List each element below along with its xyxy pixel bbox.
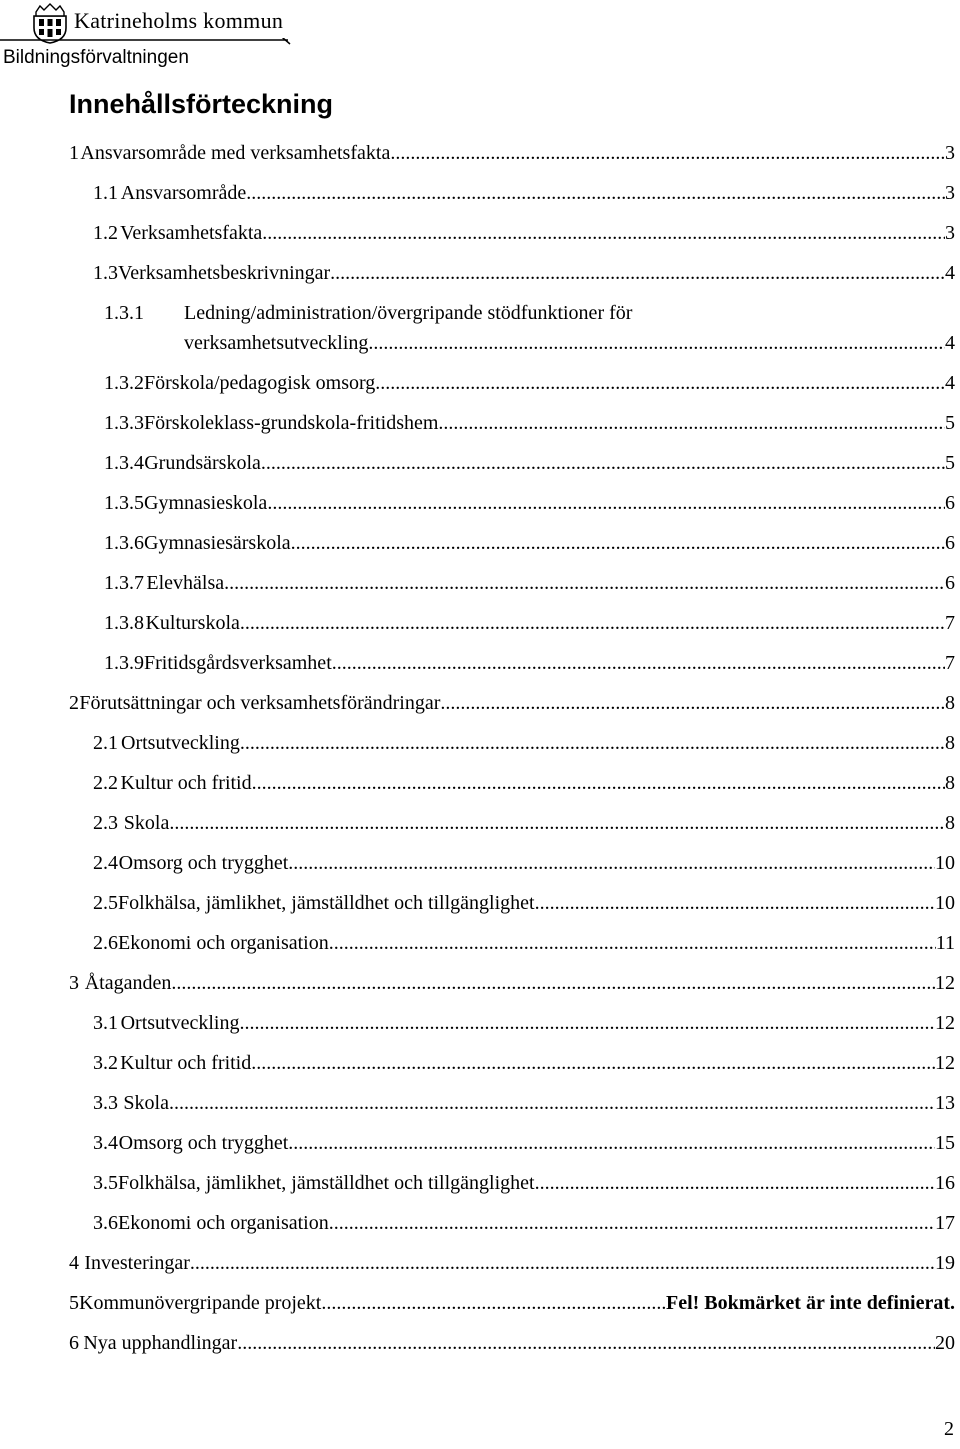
toc-entry-number: 1.3	[93, 262, 118, 284]
toc-entry-title: Elevhälsa	[146, 572, 225, 594]
toc-entry-title: Ansvarsområde	[120, 182, 247, 204]
dot-leader	[330, 257, 945, 289]
toc-entry-page: 15	[935, 1132, 955, 1154]
toc-entry-number: 3.4	[93, 1132, 118, 1154]
toc-entry[interactable]	[104, 447, 955, 479]
toc-heading: Innehållsförteckning	[69, 89, 334, 119]
toc-entry[interactable]	[69, 1247, 955, 1279]
toc-entry[interactable]	[93, 1207, 955, 1239]
toc-entry-page: 3	[945, 142, 955, 164]
toc-entry-title: Gymnasieskola	[144, 492, 268, 514]
toc-entry-page: 8	[945, 812, 955, 834]
toc-entry-number: 4	[69, 1252, 79, 1274]
toc-entry[interactable]	[69, 137, 955, 169]
toc-entry[interactable]	[93, 727, 955, 759]
toc-entry[interactable]	[93, 847, 955, 879]
organization-name: Katrineholms kommun	[74, 8, 284, 33]
dot-leader	[288, 847, 935, 879]
toc-entry-page: 6	[945, 572, 955, 594]
toc-entry-number: 3.5	[93, 1172, 118, 1194]
toc-entry[interactable]	[69, 1327, 955, 1359]
toc-entry-page: 6	[945, 492, 955, 514]
toc-entry-continuation[interactable]	[184, 327, 955, 359]
toc-entry-title: Gymnasiesärskola	[144, 532, 291, 554]
toc-entry-number: 1	[69, 142, 79, 164]
toc-entry-number: 2.5	[93, 892, 118, 914]
toc-entry-page: 5	[945, 412, 955, 434]
document-header	[0, 0, 960, 80]
toc-entry-title: Skola	[123, 812, 170, 834]
toc-entry-title-continued: verksamhetsutveckling	[184, 332, 369, 354]
toc-entry-error: Fel! Bokmärket är inte definierat.	[665, 1292, 955, 1314]
toc-entry[interactable]	[104, 367, 955, 399]
toc-entry-title: Kommunövergripande projekt	[79, 1292, 322, 1314]
toc-entry[interactable]	[93, 1167, 955, 1199]
toc-entry-page: 8	[945, 772, 955, 794]
toc-entry-page: 7	[945, 652, 955, 674]
toc-entry-title: Folkhälsa, jämlikhet, jämställdhet och tillgänglighet	[118, 892, 535, 914]
toc-entry-page: 4	[945, 372, 955, 394]
toc-entry-number: 1.3.1	[104, 302, 144, 324]
toc-entry-title: Ortsutveckling	[121, 732, 240, 754]
toc-entry-title: Förskola/pedagogisk omsorg	[144, 372, 376, 394]
toc-entry-title: Ortsutveckling	[120, 1012, 240, 1034]
dot-leader	[171, 967, 935, 999]
toc-entry-number: 1.3.5	[104, 492, 144, 514]
toc-entry[interactable]	[93, 1087, 955, 1119]
dot-leader	[329, 927, 936, 959]
dot-leader	[190, 1247, 935, 1279]
toc-entry-number: 2.4	[93, 852, 118, 874]
toc-entry-number: 1.3.3	[104, 412, 144, 434]
toc-entry[interactable]	[93, 177, 955, 209]
dot-leader	[368, 327, 945, 359]
toc-entry[interactable]	[93, 767, 955, 799]
toc-entry[interactable]	[93, 1047, 955, 1079]
toc-entry-title: Ekonomi och organisation	[118, 1212, 329, 1234]
toc-entry-title: Ekonomi och organisation	[118, 932, 329, 954]
toc-entry-page: 6	[945, 532, 955, 554]
toc-entry-page: 3	[945, 182, 955, 204]
toc-entry-number: 2.2	[93, 772, 118, 794]
dot-leader	[224, 567, 945, 599]
toc-entry-title: Nya upphandlingar	[83, 1332, 238, 1354]
toc-entry-page: 17	[935, 1212, 955, 1234]
dot-leader	[252, 767, 945, 799]
dot-leader	[288, 1127, 935, 1159]
toc-entry[interactable]	[104, 407, 955, 439]
toc-entry-number: 3.2	[93, 1052, 118, 1074]
dot-leader	[329, 1207, 935, 1239]
toc-entry-title: Kultur och fritid	[120, 772, 252, 794]
toc-entry-title: Åtaganden	[84, 972, 172, 994]
toc-entry-page: 10	[935, 892, 955, 914]
toc-entry-title: Omsorg och trygghet	[118, 1132, 289, 1154]
dot-leader	[240, 727, 945, 759]
toc-entry[interactable]	[93, 257, 955, 289]
toc-entry-title: Förskoleklass-grundskola-fritidshem	[144, 412, 439, 434]
header-rule	[0, 38, 295, 46]
toc-entry[interactable]	[93, 807, 955, 839]
department-name: Bildningsförvaltningen	[3, 47, 189, 68]
toc-entry-page: 11	[935, 932, 955, 954]
toc-entry[interactable]	[104, 487, 955, 519]
toc-entry[interactable]	[93, 927, 955, 959]
toc-entry-title: Ansvarsområde med verksamhetsfakta	[80, 142, 391, 164]
toc-entry-number: 2	[69, 692, 79, 714]
toc-entry[interactable]	[93, 1127, 955, 1159]
toc-entry-number: 1.3.8	[104, 612, 144, 634]
toc-entry-number: 1.3.2	[104, 372, 144, 394]
toc-entry-page: 8	[945, 732, 955, 754]
toc-entry[interactable]	[93, 1007, 955, 1039]
toc-entry-page: 12	[935, 972, 955, 994]
toc-entry[interactable]	[69, 967, 955, 999]
dot-leader	[246, 177, 945, 209]
dot-leader	[169, 807, 945, 839]
toc-entry[interactable]	[104, 297, 955, 329]
dot-leader	[261, 447, 945, 479]
toc-entry-number: 1.3.7	[104, 572, 144, 594]
toc-entry[interactable]	[69, 687, 955, 719]
dot-leader	[291, 527, 945, 559]
toc-entry-number: 3.1	[93, 1012, 118, 1034]
toc-entry-title: Folkhälsa, jämlikhet, jämställdhet och tillgänglighet	[118, 1172, 535, 1194]
dot-leader	[390, 137, 945, 169]
toc-entry-number: 1.3.9	[104, 652, 144, 674]
dot-leader	[251, 1047, 935, 1079]
dot-leader	[262, 217, 945, 249]
toc-entry[interactable]	[93, 217, 955, 249]
toc-entry[interactable]	[69, 1287, 955, 1319]
toc-entry-number: 2.3	[93, 812, 118, 834]
toc-entry-number: 3	[69, 972, 79, 994]
toc-entry-title: Skola	[123, 1092, 169, 1114]
toc-entry-title: Kultur och fritid	[120, 1052, 252, 1074]
toc-entry-number: 1.2	[93, 222, 118, 244]
toc-entry-page: 5	[944, 452, 955, 474]
dot-leader	[332, 647, 945, 679]
toc-entry-number: 1.3.6	[104, 532, 144, 554]
dot-leader	[169, 1087, 935, 1119]
dot-leader	[267, 487, 945, 519]
dot-leader	[375, 367, 945, 399]
toc-entry-number: 3.3	[93, 1092, 118, 1114]
toc-entry-title: Verksamhetsfakta	[120, 222, 263, 244]
toc-entry[interactable]	[93, 887, 955, 919]
toc-entry-title: Kulturskola	[145, 612, 240, 634]
toc-entry-page: 12	[935, 1052, 955, 1074]
toc-entry-number: 3.6	[93, 1212, 118, 1234]
dot-leader	[240, 607, 945, 639]
toc-entry-title: Fritidsgårdsverksamhet	[144, 652, 332, 674]
toc-entry[interactable]	[104, 647, 955, 679]
dot-leader	[535, 887, 935, 919]
toc-entry[interactable]	[104, 567, 955, 599]
toc-entry-title: Grundsärskola	[144, 452, 261, 474]
toc-entry-page: 3	[945, 222, 955, 244]
toc-entry-title: Investeringar	[84, 1252, 190, 1274]
toc-entry-page: 12	[935, 1012, 955, 1034]
toc-entry-title: Verksamhetsbeskrivningar	[118, 262, 331, 284]
page-number: 2	[944, 1418, 954, 1440]
dot-leader	[321, 1287, 666, 1319]
toc-entry-page: 4	[945, 262, 955, 284]
toc-entry-number: 2.1	[93, 732, 118, 754]
toc-entry-number: 6	[69, 1332, 79, 1354]
toc-entry-number: 2.6	[93, 932, 118, 954]
toc-entry-title: Omsorg och trygghet	[118, 852, 289, 874]
toc-entry-number: 1.3.4	[104, 452, 144, 474]
dot-leader	[438, 407, 945, 439]
dot-leader	[237, 1327, 935, 1359]
toc-entry-page: 8	[945, 692, 955, 714]
dot-leader	[440, 687, 945, 719]
toc-entry[interactable]	[104, 607, 955, 639]
toc-entry-page: 19	[935, 1252, 955, 1274]
dot-leader	[535, 1167, 935, 1199]
toc-entry-page: 20	[935, 1332, 955, 1354]
toc-entry-title: Ledning/administration/övergripande stödfunktioner för	[184, 302, 633, 324]
toc-entry[interactable]	[104, 527, 955, 559]
toc-entry-number: 5	[69, 1292, 79, 1314]
toc-entry-page: 16	[935, 1172, 955, 1194]
toc-entry-page: 7	[945, 612, 955, 634]
toc-entry-number: 1.1	[93, 182, 118, 204]
toc-entry-page: 13	[935, 1092, 955, 1114]
toc-entry-page: 10	[935, 852, 955, 874]
toc-entry-title: Förutsättningar och verksamhetsförändringar	[79, 692, 441, 714]
dot-leader	[239, 1007, 935, 1039]
toc-entry-page: 4	[945, 332, 955, 354]
